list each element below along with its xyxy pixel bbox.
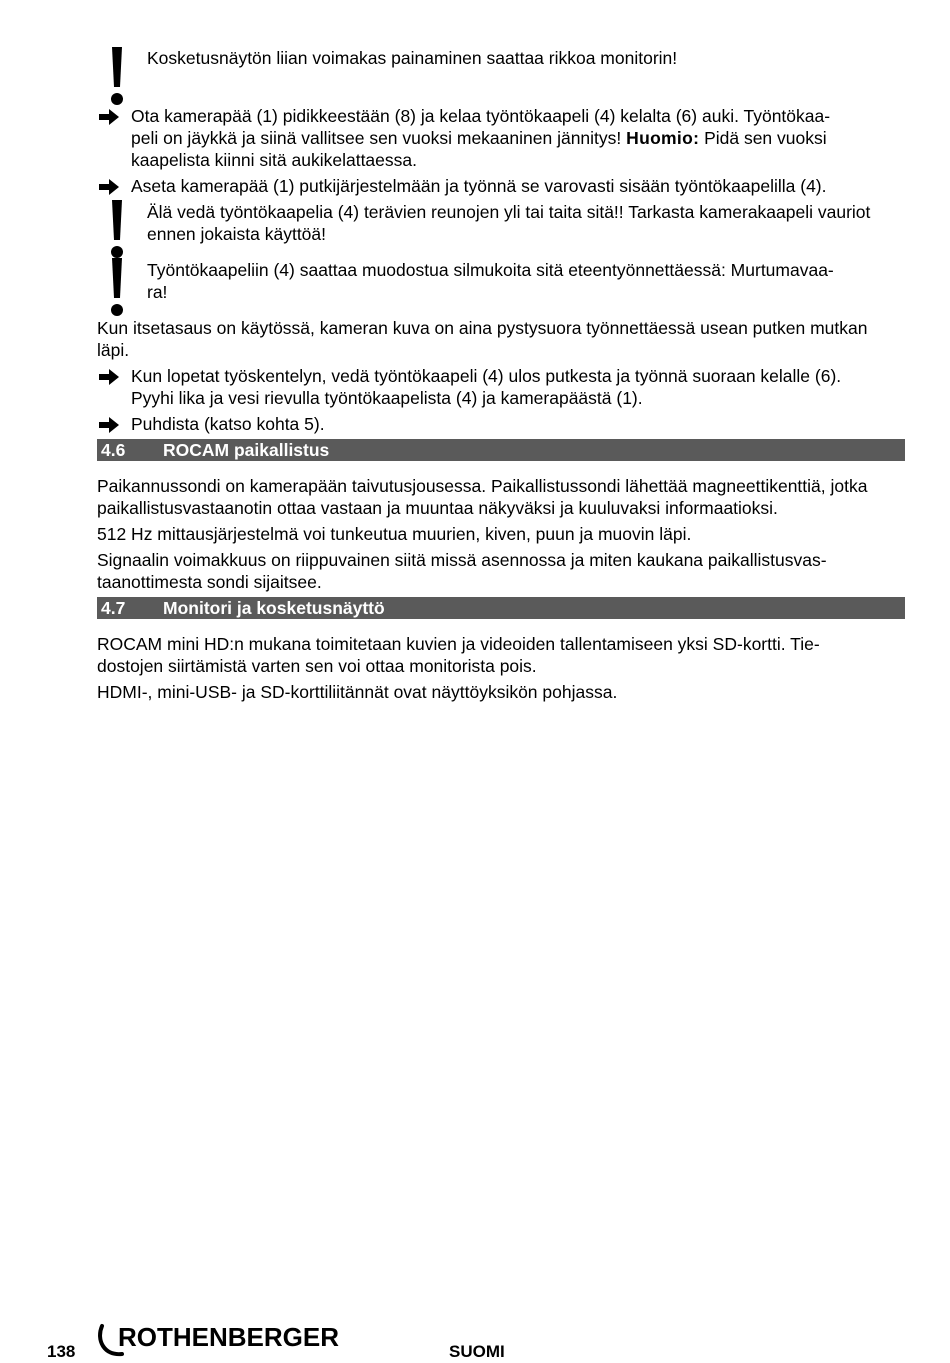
note-label: Huomio: [626,128,700,148]
step-line: Ota kamerapää (1) pidikkeestään (8) ja kelaa työntökaapeli (4) kelalta (6) auki. Työntökaa- [131,106,831,126]
step-line: Kun lopetat työskentelyn, vedä työntökaapeli (4) ulos putkesta ja työnnä suoraan kelalle (6). [131,366,842,386]
step-line: kaapelista kiinni sitä aukikelattaessa. [131,150,417,170]
section-title: ROCAM paikallistus [163,440,330,460]
arrow-right-icon [98,178,120,196]
section-heading-4-7 [97,597,905,619]
warning-text-sharp-edges: Älä vedä työntökaapelia (4) terävien reunojen yli tai taita sitä!! Tarkasta kamerakaapeli vauriot ennen jokaista käyttöä! [147,202,871,244]
exclamation-icon [109,47,125,109]
page-number: 138 [47,1342,76,1361]
section-number: 4.7 [101,598,126,618]
warning-line: ra! [147,282,168,302]
paragraph-signal-strength [97,549,907,593]
step-line: Pyyhi lika ja vesi rievulla työntökaapelista (4) ja kamerapäästä (1). [131,388,643,408]
warning-text-loops [147,259,907,303]
step-finish-work [131,365,921,409]
step-insert-camera: Aseta kamerapää (1) putkijärjestelmään ja työnnä se varovasti sisään työntökaapelilla (4). [131,176,827,196]
paragraph-self-leveling: Kun itsetasaus on käytössä, kameran kuva on aina pystysuora työnnettäessä usean putken mutkan läpi. [97,318,868,360]
paragraph-sonde-frequency: 512 Hz mittausjärjestelmä voi tunkeutua muurien, kiven, puun ja muovin läpi. [97,524,692,544]
warning-line: Työntökaapeliin (4) saattaa muodostua silmukoita sitä eteentyönnettäessä: Murtumavaa- [147,260,834,280]
step-text: Pidä sen vuoksi [699,128,827,148]
rothenberger-logo [98,1322,348,1358]
paragraph-line: ROCAM mini HD:n mukana toimitetaan kuvien ja videoiden tallentamiseen yksi SD-kortti. Tie- [97,634,820,654]
section-number: 4.6 [101,440,126,460]
paragraph-connectors: HDMI-, mini-USB- ja SD-korttiliitännät ovat näyttöyksikön pohjassa. [97,682,618,702]
step-text: peli on jäykkä ja siinä vallitsee sen vuoksi mekaaninen jännitys! [131,128,627,148]
paragraph-line: Signaalin voimakkuus on riippuvainen siitä missä asennossa ja miten kaukana paikallistusvas- [97,550,827,570]
arrow-right-icon [98,368,120,386]
paragraph-sd-card [97,633,907,677]
paragraph-line: taanottimesta sondi sijaitsee. [97,572,322,592]
step-unwind-cable [131,105,906,171]
brand-wordmark: ROTHENBERGER [118,1322,340,1352]
exclamation-icon [109,258,125,320]
section-heading-4-6 [97,439,905,461]
arrow-right-icon [98,108,120,126]
arrow-right-icon [98,416,120,434]
paragraph-sonde-location: Paikannussondi on kamerapään taivutusjousessa. Paikallistussondi lähettää magneettikenttiä, jotka paikallistusvastaanotin ottaa vastaan ja muuntaa näkyväksi ja kuuluvaksi informaatioksi. [97,476,868,518]
language-label: SUOMI [449,1342,505,1361]
section-title: Monitori ja kosketusnäyttö [163,598,385,618]
paragraph-line: dostojen siirtämistä varten sen voi ottaa monitorista pois. [97,656,537,676]
warning-text-touchscreen: Kosketusnäytön liian voimakas painaminen saattaa rikkoa monitorin! [147,48,678,68]
exclamation-icon [109,200,125,262]
step-line [131,127,906,149]
step-clean: Puhdista (katso kohta 5). [131,414,325,434]
